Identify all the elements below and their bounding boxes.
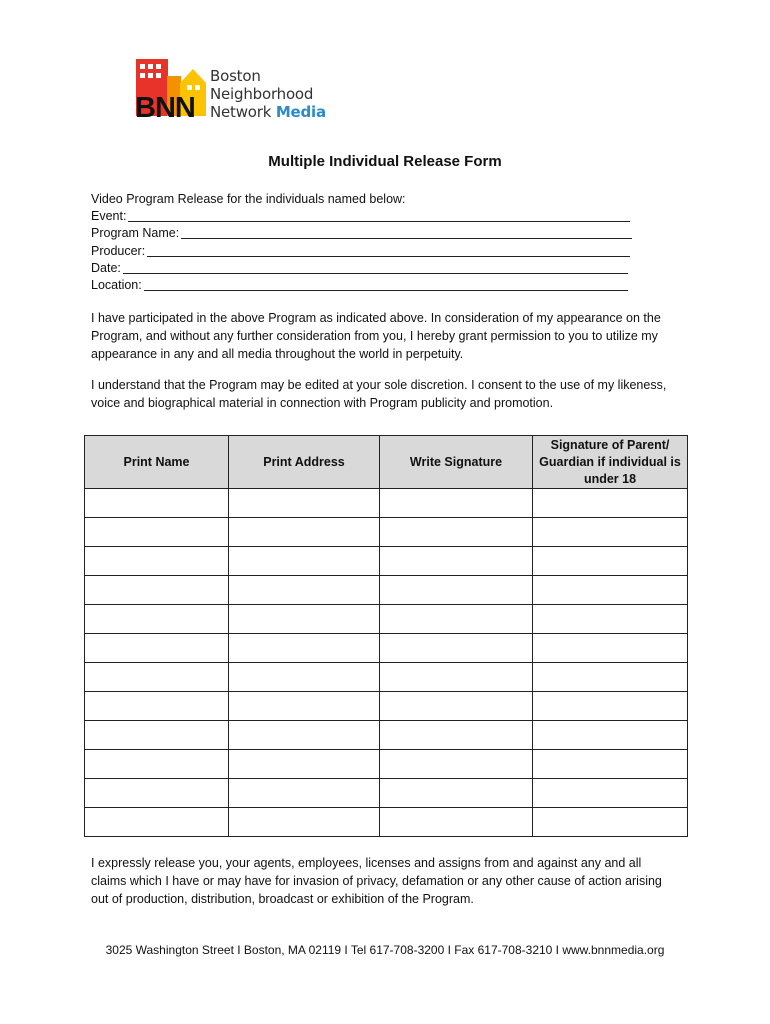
print-name-cell[interactable] [85, 518, 229, 547]
write-signature-cell[interactable] [380, 779, 533, 808]
logo-line-1: Boston [210, 67, 261, 85]
write-signature-cell[interactable] [380, 750, 533, 779]
print-address-cell[interactable] [229, 489, 380, 518]
write-signature-cell[interactable] [380, 605, 533, 634]
parent-signature-cell[interactable] [533, 518, 688, 547]
field-program-name-label: Program Name: [91, 226, 180, 241]
table-row [85, 605, 688, 634]
print-name-cell[interactable] [85, 663, 229, 692]
table-row [85, 663, 688, 692]
table-row [85, 721, 688, 750]
write-signature-cell[interactable] [380, 489, 533, 518]
print-name-cell[interactable] [85, 634, 229, 663]
logo-line-2: Neighborhood [210, 85, 314, 103]
bnn-logo [134, 50, 334, 125]
print-address-cell[interactable] [229, 634, 380, 663]
print-name-cell[interactable] [85, 808, 229, 837]
print-address-cell[interactable] [229, 518, 380, 547]
table-row [85, 518, 688, 547]
print-address-cell[interactable] [229, 605, 380, 634]
logo-line-3 [210, 103, 326, 121]
logo-wordmark [210, 67, 326, 121]
parent-signature-cell[interactable] [533, 576, 688, 605]
header-print-name: Print Name [85, 436, 229, 489]
consent-paragraph: I have participated in the above Program as indicated above. In consideration of my appearance on the Program, and without any further consideration from you, I hereby grant permission to you to utilize my appearance in any and all media throughout the world in perpetuity. [91, 311, 661, 361]
write-signature-cell[interactable] [380, 518, 533, 547]
logo-line-3-accent: Media [275, 103, 326, 121]
parent-signature-cell[interactable] [533, 692, 688, 721]
field-location-label: Location: [91, 278, 142, 293]
parent-signature-cell[interactable] [533, 489, 688, 518]
print-address-cell[interactable] [229, 663, 380, 692]
field-producer[interactable] [91, 243, 651, 260]
form-title: Multiple Individual Release Form [268, 153, 502, 170]
print-address-cell[interactable] [229, 721, 380, 750]
table-row [85, 489, 688, 518]
signature-table [84, 435, 688, 837]
bnn-buildings-graphic [134, 50, 214, 125]
write-signature-cell[interactable] [380, 692, 533, 721]
table-row [85, 808, 688, 837]
field-event[interactable] [91, 208, 651, 225]
print-address-cell[interactable] [229, 692, 380, 721]
field-location[interactable] [91, 277, 651, 294]
header-parent-signature: Signature of Parent/ Guardian if individual is under 18 [533, 436, 688, 489]
parent-signature-cell[interactable] [533, 547, 688, 576]
print-name-cell[interactable] [85, 721, 229, 750]
parent-signature-cell[interactable] [533, 808, 688, 837]
print-name-cell[interactable] [85, 576, 229, 605]
print-address-cell[interactable] [229, 750, 380, 779]
table-row [85, 692, 688, 721]
write-signature-cell[interactable] [380, 663, 533, 692]
table-row [85, 634, 688, 663]
field-program-name-line[interactable] [181, 238, 632, 239]
parent-signature-cell[interactable] [533, 779, 688, 808]
table-header-row [85, 436, 688, 489]
intro-line [91, 191, 651, 208]
release-paragraph: I expressly release you, your agents, employees, licenses and assigns from and against any and all claims which I have or may have for invasion of privacy, defamation or any other cause of action arising out of production, distribution, broadcast or exhibition of the Program. [91, 856, 662, 906]
print-name-cell[interactable] [85, 692, 229, 721]
write-signature-cell[interactable] [380, 808, 533, 837]
table-row [85, 779, 688, 808]
print-address-cell[interactable] [229, 547, 380, 576]
print-name-cell[interactable] [85, 750, 229, 779]
logo-line-3-prefix: Network [210, 103, 276, 121]
write-signature-cell[interactable] [380, 576, 533, 605]
program-details [91, 191, 651, 294]
write-signature-cell[interactable] [380, 721, 533, 750]
intro-text: Video Program Release for the individuals named below: [91, 192, 406, 206]
footer-contact: 3025 Washington Street I Boston, MA 02119 I Tel 617-708-3200 I Fax 617-708-3210 I www.bnnmedia.org [105, 943, 665, 957]
field-event-label: Event: [91, 209, 127, 224]
field-program-name[interactable] [91, 225, 651, 242]
print-name-cell[interactable] [85, 605, 229, 634]
parent-signature-cell[interactable] [533, 750, 688, 779]
print-address-cell[interactable] [229, 576, 380, 605]
table-row [85, 576, 688, 605]
write-signature-cell[interactable] [380, 547, 533, 576]
header-print-address: Print Address [229, 436, 380, 489]
table-row [85, 547, 688, 576]
field-date[interactable] [91, 260, 651, 277]
print-address-cell[interactable] [229, 779, 380, 808]
field-event-line[interactable] [128, 221, 630, 222]
header-write-signature: Write Signature [380, 436, 533, 489]
parent-signature-cell[interactable] [533, 663, 688, 692]
editing-paragraph: I understand that the Program may be edited at your sole discretion. I consent to the use of my likeness, voice and biographical material in connection with Program publicity and promotion. [91, 378, 667, 410]
field-producer-label: Producer: [91, 243, 146, 258]
signature-table-body [85, 489, 688, 837]
write-signature-cell[interactable] [380, 634, 533, 663]
parent-signature-cell[interactable] [533, 634, 688, 663]
print-name-cell[interactable] [85, 547, 229, 576]
field-date-label: Date: [91, 260, 121, 275]
logo-abbr: BNN [135, 92, 195, 124]
field-producer-line[interactable] [147, 256, 630, 257]
parent-signature-cell[interactable] [533, 605, 688, 634]
field-location-line[interactable] [144, 290, 628, 291]
print-address-cell[interactable] [229, 808, 380, 837]
table-row [85, 750, 688, 779]
print-name-cell[interactable] [85, 779, 229, 808]
parent-signature-cell[interactable] [533, 721, 688, 750]
print-name-cell[interactable] [85, 489, 229, 518]
field-date-line[interactable] [123, 273, 628, 274]
